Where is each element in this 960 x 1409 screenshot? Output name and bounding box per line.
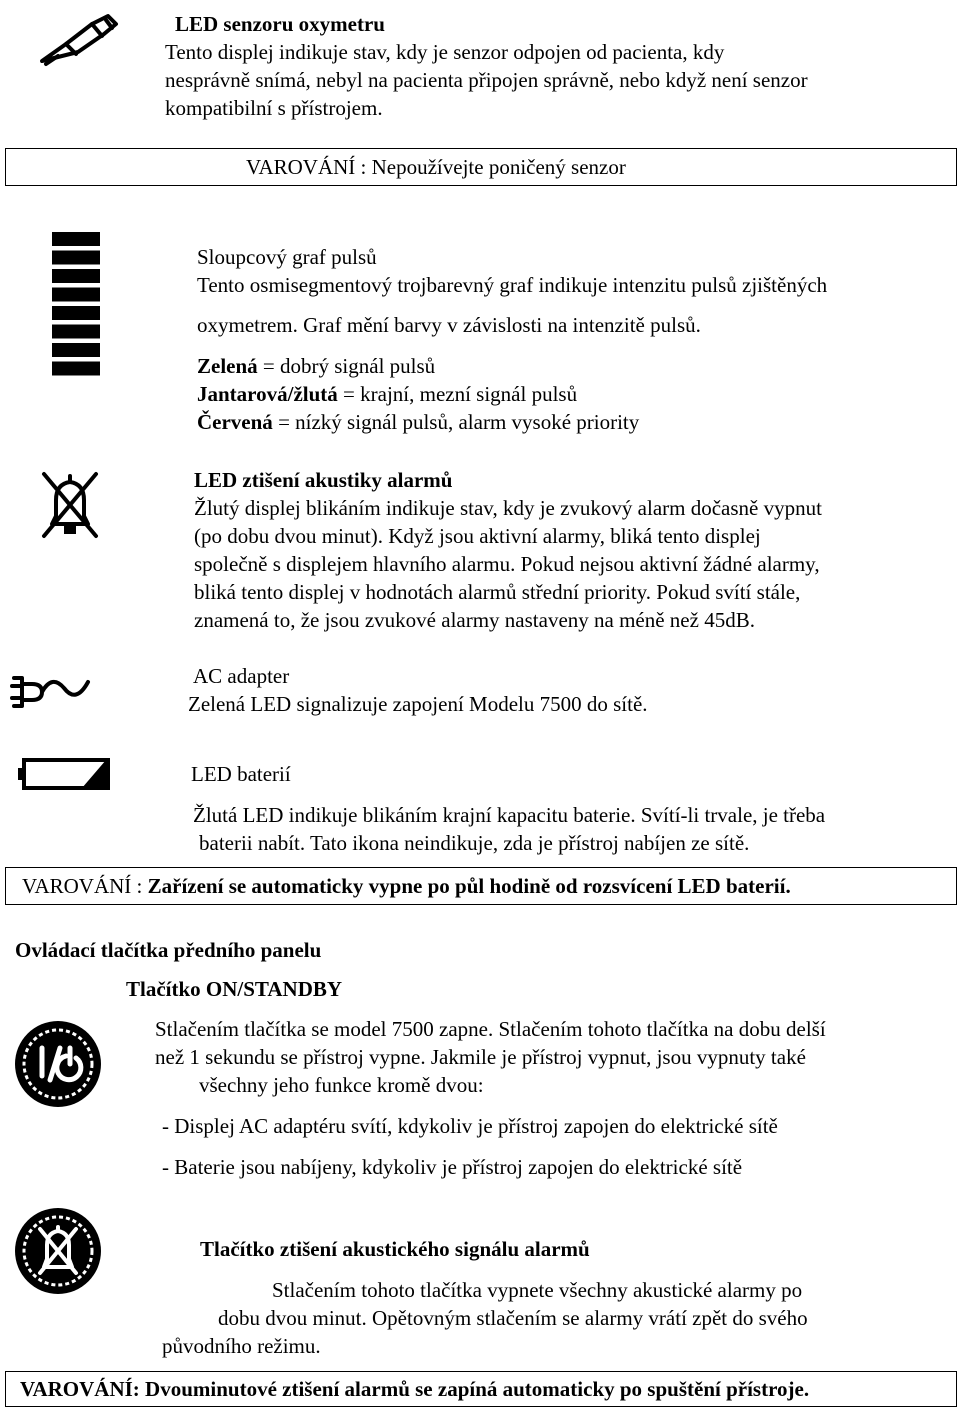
alarm-silence-led-desc-5: znamená to, že jsou zvukové alarmy nastaveny na méně než 45dB. <box>194 608 755 632</box>
power-button-bullet-1: - Displej AC adaptéru svítí, kdykoliv je přístroj zapojen do elektrické sítě <box>162 1114 778 1138</box>
alarm-silence-led-desc-2: (po dobu dvou minut). Když jsou aktivní alarmy, bliká tento displej <box>194 524 761 548</box>
pulse-legend-red <box>197 408 639 436</box>
alarm-silence-led-title: LED ztišení akustiky alarmů <box>194 468 453 492</box>
alarm-silence-button-icon <box>12 1205 104 1297</box>
silence-button-desc-3: původního režimu. <box>162 1334 321 1358</box>
power-button-desc-1: Stlačením tlačítka se model 7500 zapne. Stlačením tohoto tlačítka na dobu delší <box>155 1017 826 1041</box>
bar-graph-segment <box>52 269 100 283</box>
warning-battery-prefix: VAROVÁNÍ : <box>22 874 148 898</box>
bar-graph-icon <box>52 232 100 380</box>
bar-graph-segment <box>52 288 100 302</box>
warning-battery-text: Zařízení se automaticky vypne po půl hodině od rozsvícení LED baterií. <box>147 874 791 898</box>
warning-silence-box <box>5 1371 957 1407</box>
ac-plug-icon <box>10 668 96 718</box>
power-standby-icon <box>12 1018 104 1110</box>
silence-button-desc-2: dobu dvou minut. Opětovným stlačením se alarmy vrátí zpět do svého <box>218 1306 808 1330</box>
warning-battery-line <box>22 872 791 900</box>
ac-adapter-title: AC adapter <box>193 664 290 688</box>
power-button-desc-3: všechny jeho funkce kromě dvou: <box>199 1073 484 1097</box>
alarm-silence-led-desc-1: Žlutý displej blikáním indikuje stav, kdy je zvukový alarm dočasně vypnut <box>194 496 822 520</box>
sensor-led-desc-2: nesprávně snímá, nebyl na pacienta připojen správně, nebo když není senzor <box>165 68 808 92</box>
bar-graph-segment <box>52 362 100 376</box>
bar-graph-segment <box>52 232 100 246</box>
battery-led-desc-1: Žlutá LED indikuje blikáním krajní kapacitu baterie. Svítí-li trvale, je třeba <box>193 803 826 827</box>
alarm-silence-led-desc-4: bliká tento displej v hodnotách alarmů střední priority. Pokud svítí stále, <box>194 580 801 604</box>
sensor-led-desc-1: Tento displej indikuje stav, kdy je senzor odpojen od pacienta, kdy <box>165 40 725 64</box>
sensor-led-desc-3: kompatibilní s přístrojem. <box>165 96 383 120</box>
power-button-bullet-2: - Baterie jsou nabíjeny, kdykoliv je přístroj zapojen do elektrické sítě <box>162 1155 743 1179</box>
pulse-legend-green-desc: = dobrý signál pulsů <box>257 354 436 378</box>
pulse-legend-red-desc: = nízký signál pulsů, alarm vysoké priority <box>272 410 640 434</box>
ac-adapter-desc: Zelená LED signalizuje zapojení Modelu 7500 do sítě. <box>188 692 648 716</box>
front-panel-heading: Ovládací tlačítka předního panelu <box>15 938 322 962</box>
power-button-title: Tlačítko ON/STANDBY <box>126 977 343 1001</box>
pulse-legend-amber-term: Jantarová/žlutá <box>197 382 338 406</box>
pulse-legend-red-term: Červená <box>197 410 273 434</box>
battery-led-desc-2: baterii nabít. Tato ikona neindikuje, zda je přístroj nabíjen ze sítě. <box>199 831 750 855</box>
bar-graph-segment <box>52 251 100 265</box>
alarm-silenced-icon <box>38 468 102 540</box>
warning-silence-text: Dvouminutové ztišení alarmů se zapíná automaticky po spuštění přístroje. <box>139 1377 810 1401</box>
silence-button-title: Tlačítko ztišení akustického signálu alarmů <box>200 1237 590 1261</box>
warning-sensor-text: VAROVÁNÍ : Nepoužívejte poničený senzor <box>246 155 626 179</box>
battery-low-icon <box>18 756 112 792</box>
warning-battery-box <box>5 867 957 905</box>
warning-silence-line <box>20 1375 809 1403</box>
alarm-silence-led-desc-3: společně s displejem hlavního alarmu. Pokud nejsou aktivní žádné alarmy, <box>194 552 820 576</box>
power-button-desc-2: než 1 sekundu se přístroj vypne. Jakmile je přístroj vypnut, jsou vypnuty také <box>155 1045 806 1069</box>
pulse-legend-green <box>197 352 435 380</box>
battery-led-title: LED baterií <box>191 762 291 786</box>
silence-button-desc-1: Stlačením tohoto tlačítka vypnete všechny akustické alarmy po <box>272 1278 803 1302</box>
sensor-led-title: LED senzoru oxymetru <box>175 12 385 36</box>
pulse-bar-desc-2: oxymetrem. Graf mění barvy v závislosti na intenzitě pulsů. <box>197 313 701 337</box>
warning-silence-prefix: VAROVÁNÍ: <box>20 1377 140 1401</box>
bar-graph-segment <box>52 325 100 339</box>
bar-graph-segment <box>52 306 100 320</box>
bar-graph-segment <box>52 343 100 357</box>
pulse-bar-title: Sloupcový graf pulsů <box>197 245 377 269</box>
pulse-legend-amber-desc: = krajní, mezní signál pulsů <box>337 382 578 406</box>
sensor-off-icon <box>36 6 126 76</box>
pulse-legend-green-term: Zelená <box>197 354 258 378</box>
pulse-bar-desc-1: Tento osmisegmentový trojbarevný graf indikuje intenzitu pulsů zjištěných <box>197 273 828 297</box>
warning-sensor-box <box>5 148 957 186</box>
pulse-legend-amber <box>197 380 577 408</box>
